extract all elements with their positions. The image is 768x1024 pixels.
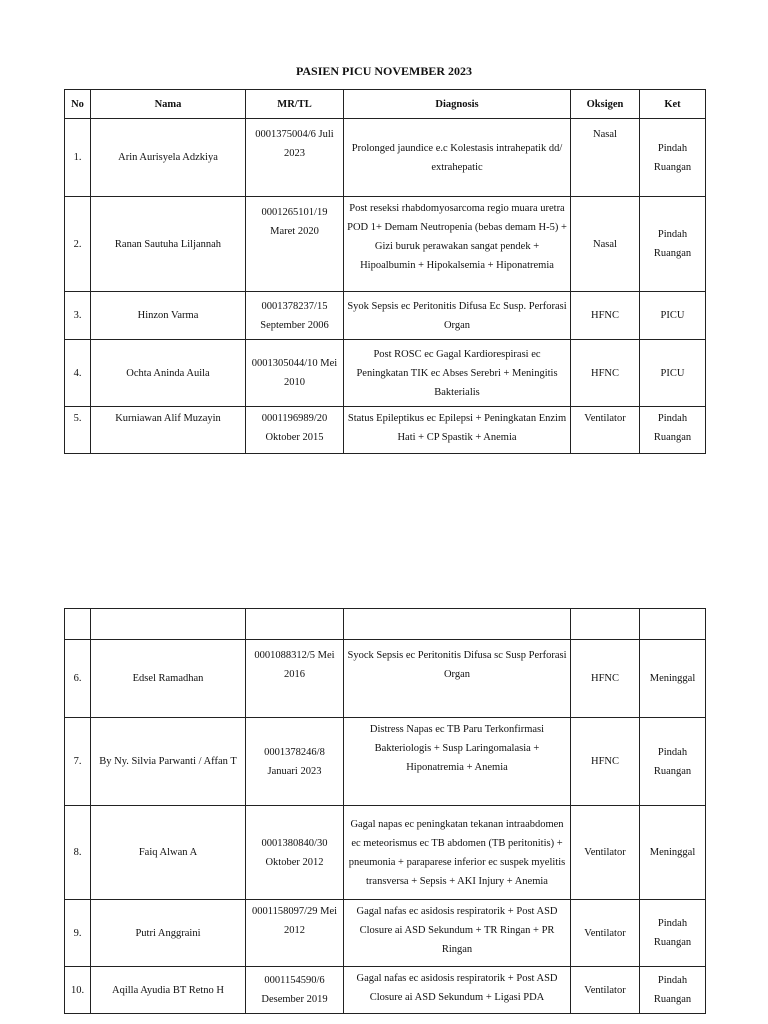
empty-cell — [246, 609, 344, 640]
table-row — [65, 407, 706, 454]
table-row — [65, 806, 706, 900]
cell-diagnosis: Gagal nafas ec asidosis respiratorik + Post ASD Closure ai ASD Sekundum + TR Ringan + PR Ringan — [344, 900, 571, 967]
cell-mr: 0001305044/10 Mei 2010 — [246, 340, 344, 407]
cell-ket: Pindah Ruangan — [640, 119, 706, 197]
empty-cell — [344, 609, 571, 640]
header-ket: Ket — [640, 90, 706, 119]
cell-ket: PICU — [640, 292, 706, 340]
cell-nama: Putri Anggraini — [91, 900, 246, 967]
cell-no: 3. — [65, 292, 91, 340]
table-row — [65, 640, 706, 718]
cell-ket: Pindah Ruangan — [640, 197, 706, 292]
header-nama: Nama — [91, 90, 246, 119]
cell-mr: 0001265101/19 Maret 2020 — [246, 197, 344, 292]
cell-oksigen: Ventilator — [571, 407, 640, 454]
patient-table-page-2 — [64, 608, 706, 1014]
cell-no: 9. — [65, 900, 91, 967]
header-no: No — [65, 90, 91, 119]
cell-diagnosis: Gagal napas ec peningkatan tekanan intraabdomen ec meteorismus ec TB abdomen (TB peritonitis) + pneumonia + paraparese inferior ec suspek myelitis transversa + Sepsis + AKI Injury + Anemia — [344, 806, 571, 900]
header-diagnosis: Diagnosis — [344, 90, 571, 119]
cell-diagnosis: Distress Napas ec TB Paru Terkonfirmasi Bakteriologis + Susp Laringomalasia + Hiponatremia + Anemia — [344, 718, 571, 806]
table-row — [65, 340, 706, 407]
cell-mr: 0001088312/5 Mei 2016 — [246, 640, 344, 718]
cell-no: 2. — [65, 197, 91, 292]
cell-oksigen: Nasal — [571, 119, 640, 197]
cell-nama: By Ny. Silvia Parwanti / Affan T — [91, 718, 246, 806]
cell-oksigen: HFNC — [571, 340, 640, 407]
cell-oksigen: HFNC — [571, 718, 640, 806]
cell-mr: 0001154590/6 Desember 2019 — [246, 967, 344, 1014]
cell-nama: Ochta Aninda Auila — [91, 340, 246, 407]
cell-nama: Kurniawan Alif Muzayin — [91, 407, 246, 454]
cell-mr: 0001378246/8 Januari 2023 — [246, 718, 344, 806]
cell-diagnosis: Post reseksi rhabdomyosarcoma regio muara uretra POD 1+ Demam Neutropenia (bebas demam H-5) + Gizi buruk perawakan sangat pendek + Hipoalbumin + Hipokalsemia + Hiponatremia — [344, 197, 571, 292]
cell-ket: Pindah Ruangan — [640, 718, 706, 806]
cell-diagnosis: Gagal nafas ec asidosis respiratorik + Post ASD Closure ai ASD Sekundum + Ligasi PDA — [344, 967, 571, 1014]
cell-ket: PICU — [640, 340, 706, 407]
cell-nama: Arin Aurisyela Adzkiya — [91, 119, 246, 197]
cell-ket: Pindah Ruangan — [640, 900, 706, 967]
table-row — [65, 967, 706, 1014]
cell-oksigen: Ventilator — [571, 806, 640, 900]
cell-mr: 0001380840/30 Oktober 2012 — [246, 806, 344, 900]
cell-mr: 0001196989/20 Oktober 2015 — [246, 407, 344, 454]
table-row — [65, 718, 706, 806]
cell-ket: Meninggal — [640, 806, 706, 900]
header-mr: MR/TL — [246, 90, 344, 119]
empty-cell — [91, 609, 246, 640]
cell-oksigen: Ventilator — [571, 900, 640, 967]
cell-no: 6. — [65, 640, 91, 718]
table-row — [65, 900, 706, 967]
cell-no: 1. — [65, 119, 91, 197]
cell-nama: Faiq Alwan A — [91, 806, 246, 900]
patient-table-page-1 — [64, 89, 706, 454]
empty-cell — [65, 609, 91, 640]
cell-nama: Ranan Sautuha Liljannah — [91, 197, 246, 292]
header-oksigen: Oksigen — [571, 90, 640, 119]
cell-mr: 0001375004/6 Juli 2023 — [246, 119, 344, 197]
cell-no: 5. — [65, 407, 91, 454]
cell-oksigen: Nasal — [571, 197, 640, 292]
cell-ket: Pindah Ruangan — [640, 407, 706, 454]
table-row — [65, 197, 706, 292]
cell-oksigen: HFNC — [571, 640, 640, 718]
cell-oksigen: HFNC — [571, 292, 640, 340]
cell-diagnosis: Syock Sepsis ec Peritonitis Difusa sc Susp Perforasi Organ — [344, 640, 571, 718]
cell-diagnosis: Prolonged jaundice e.c Kolestasis intrahepatik dd/ extrahepatic — [344, 119, 571, 197]
cell-nama: Edsel Ramadhan — [91, 640, 246, 718]
page-title: PASIEN PICU NOVEMBER 2023 — [295, 64, 473, 78]
cell-no: 8. — [65, 806, 91, 900]
cell-ket: Meninggal — [640, 640, 706, 718]
empty-cell — [640, 609, 706, 640]
table-row — [65, 119, 706, 197]
cell-diagnosis: Syok Sepsis ec Peritonitis Difusa Ec Susp. Perforasi Organ — [344, 292, 571, 340]
empty-header-row — [65, 609, 706, 640]
cell-mr: 0001158097/29 Mei 2012 — [246, 900, 344, 967]
empty-cell — [571, 609, 640, 640]
cell-mr: 0001378237/15 September 2006 — [246, 292, 344, 340]
table-header-row — [65, 90, 706, 119]
cell-no: 10. — [65, 967, 91, 1014]
cell-diagnosis: Status Epileptikus ec Epilepsi + Peningkatan Enzim Hati + CP Spastik + Anemia — [344, 407, 571, 454]
cell-diagnosis: Post ROSC ec Gagal Kardiorespirasi ec Peningkatan TIK ec Abses Serebri + Meningitis Bakterialis — [344, 340, 571, 407]
cell-ket: Pindah Ruangan — [640, 967, 706, 1014]
cell-nama: Aqilla Ayudia BT Retno H — [91, 967, 246, 1014]
cell-oksigen: Ventilator — [571, 967, 640, 1014]
cell-no: 7. — [65, 718, 91, 806]
cell-no: 4. — [65, 340, 91, 407]
cell-nama: Hinzon Varma — [91, 292, 246, 340]
table-row — [65, 292, 706, 340]
